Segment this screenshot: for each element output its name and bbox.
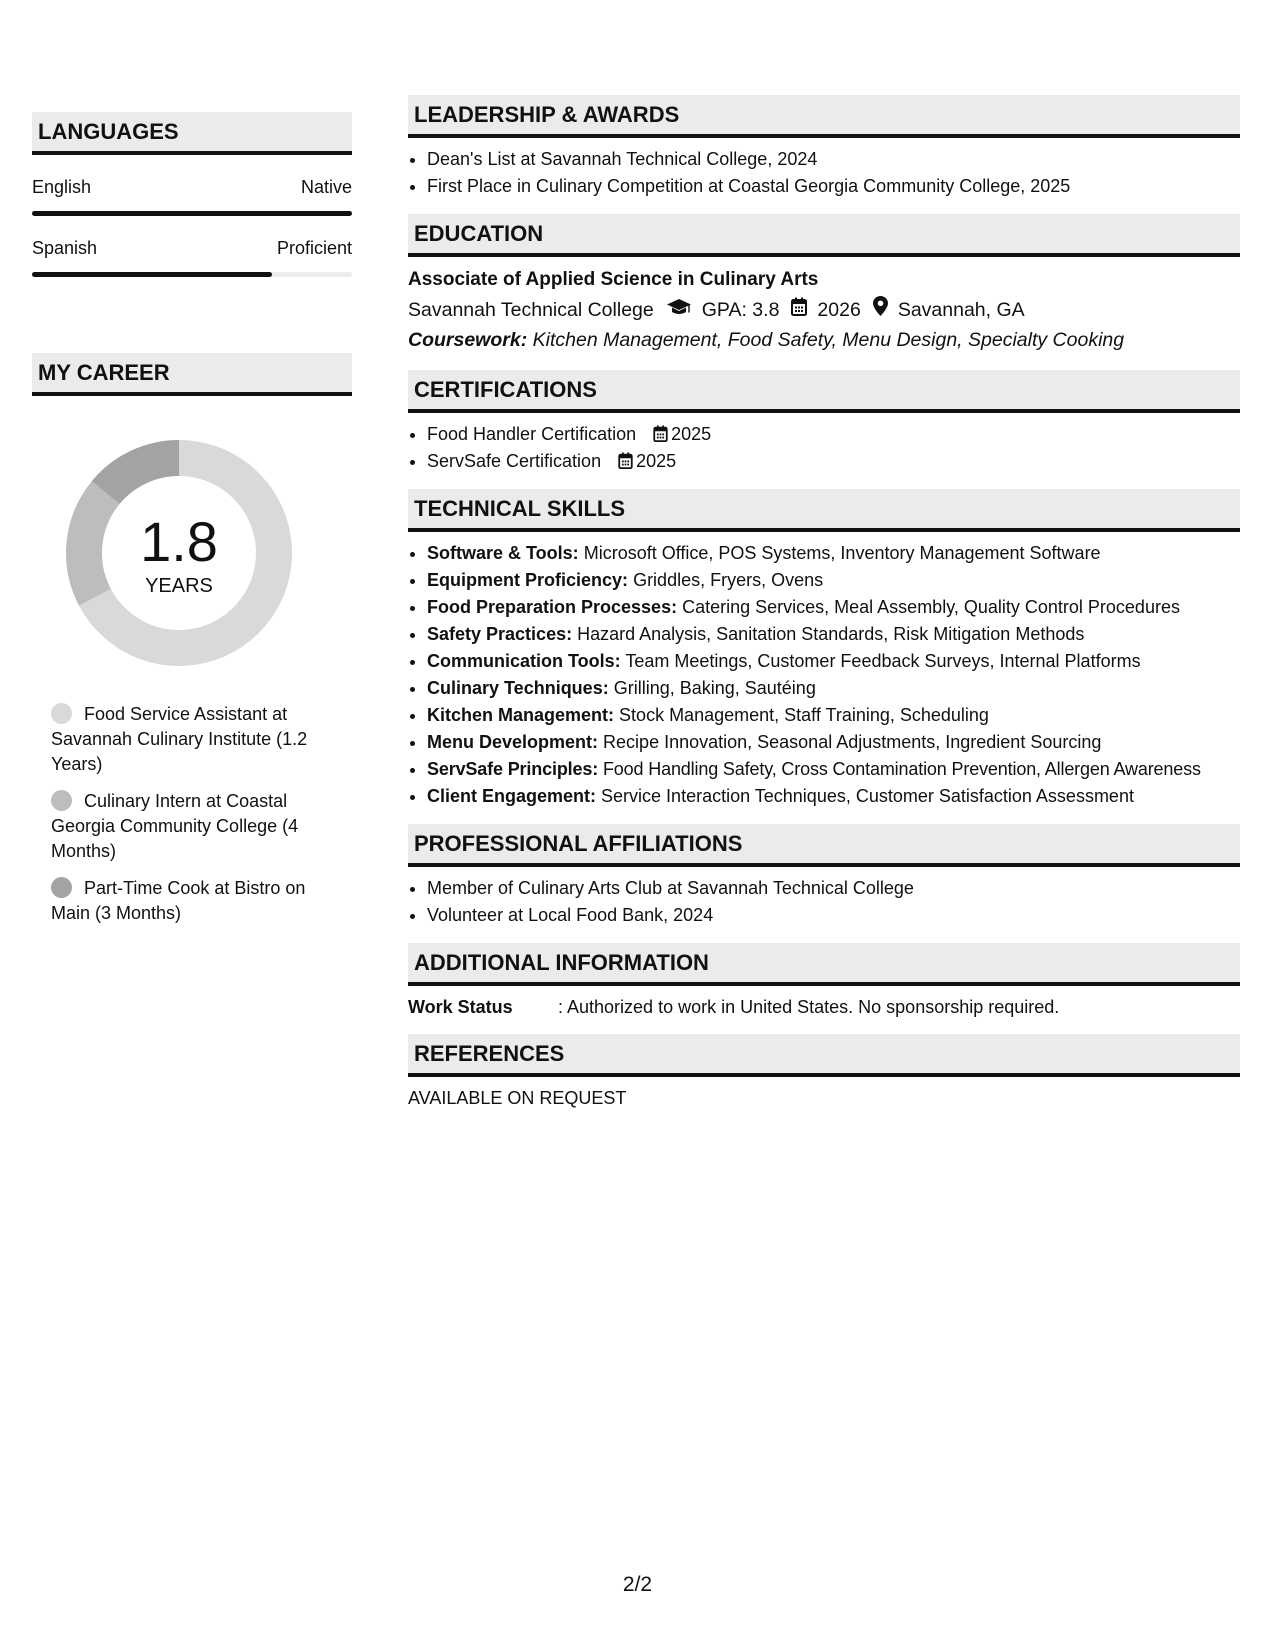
skill-label: Client Engagement: (427, 786, 597, 806)
skill-label: Communication Tools: (427, 651, 621, 671)
career-legend-item (51, 702, 322, 777)
coursework-label: Coursework: (408, 329, 528, 351)
list-item (427, 540, 1240, 567)
skill-label: Menu Development: (427, 732, 599, 752)
list-item: • First Place in Culinary Competition at Coastal Georgia Community College, 2025 (427, 173, 1240, 200)
list-item (427, 448, 1240, 475)
language-row (32, 177, 352, 201)
graduation-cap-icon (666, 295, 692, 325)
affiliations-header: PROFESSIONAL AFFILIATIONS (408, 824, 1240, 867)
education-school: Savannah Technical College (408, 299, 654, 321)
skill-label: ServSafe Principles: (427, 759, 599, 779)
career-item-text: Part-Time Cook at Bistro on Main (3 Months) (51, 878, 306, 923)
education-header: EDUCATION (408, 214, 1240, 257)
left-column (32, 112, 352, 938)
career-legend-item (51, 789, 322, 864)
career-total-value: 1.8 (140, 510, 218, 573)
certifications-header: CERTIFICATIONS (408, 370, 1240, 413)
map-pin-icon (873, 295, 888, 325)
additional-info-section (408, 943, 1240, 1020)
education-coursework (408, 325, 1240, 356)
skill-label: Software & Tools: (427, 543, 579, 563)
legend-dot-icon (51, 703, 72, 724)
list-item: • Member of Culinary Arts Club at Savannah Technical College (427, 875, 1240, 902)
list-item (427, 594, 1240, 621)
skill-value: Grilling, Baking, Sautéing (613, 678, 816, 698)
education-body (408, 265, 1240, 356)
skill-label: Kitchen Management: (427, 705, 615, 725)
leadership-header: LEADERSHIP & AWARDS (408, 95, 1240, 138)
list-item (427, 756, 1240, 783)
career-section (32, 353, 352, 926)
skill-value: Griddles, Fryers, Ovens (633, 570, 824, 590)
skills-list (408, 540, 1240, 810)
certification-year: 2025 (636, 451, 677, 471)
certification-year: 2025 (671, 424, 712, 444)
list-item (427, 567, 1240, 594)
legend-dot-icon (51, 790, 72, 811)
leadership-section (408, 95, 1240, 200)
certification-name: ServSafe Certification (427, 451, 602, 471)
skill-value: Microsoft Office, POS Systems, Inventory Management Software (583, 543, 1101, 563)
list-item (427, 729, 1240, 756)
career-item-text: Food Service Assistant at Savannah Culinary Institute (1.2 Years) (51, 704, 308, 774)
career-total-unit: YEARS (145, 575, 213, 597)
calendar-icon (653, 421, 668, 448)
certifications-section (408, 370, 1240, 475)
list-item (427, 621, 1240, 648)
list-item (427, 783, 1240, 810)
language-proficiency-fill (32, 211, 352, 216)
list-item: • Volunteer at Local Food Bank, 2024 (427, 902, 1240, 929)
donut-segment-3 (106, 458, 179, 493)
skill-value: Catering Services, Meal Assembly, Quality Control Procedures (682, 597, 1180, 617)
calendar-icon (618, 448, 633, 475)
skill-label: Food Preparation Processes: (427, 597, 678, 617)
skill-value: Stock Management, Staff Training, Scheduling (619, 705, 989, 725)
affiliations-list (408, 875, 1240, 929)
languages-header: LANGUAGES (32, 112, 352, 155)
education-section (408, 214, 1240, 356)
education-location: Savannah, GA (897, 299, 1025, 321)
language-proficiency-bar (32, 272, 352, 277)
list-item (427, 702, 1240, 729)
skill-value: Food Handling Safety, Cross Contamination Prevention, Allergen Awareness (602, 759, 1201, 779)
career-legend-item (51, 876, 322, 926)
list-item (427, 648, 1240, 675)
list-item (427, 421, 1240, 448)
references-text: AVAILABLE ON REQUEST (408, 1088, 627, 1108)
language-proficiency-bar (32, 211, 352, 216)
skill-label: Culinary Techniques: (427, 678, 609, 698)
page-number: 2/2 (622, 1573, 653, 1596)
career-header: MY CAREER (32, 353, 352, 396)
skills-header: TECHNICAL SKILLS (408, 489, 1240, 532)
skill-value: Service Interaction Techniques, Customer Satisfaction Assessment (601, 786, 1134, 806)
legend-dot-icon (51, 877, 72, 898)
leadership-list (408, 146, 1240, 200)
certification-name: Food Handler Certification (427, 424, 637, 444)
career-item-text: Culinary Intern at Coastal Georgia Community College (4 Months) (51, 791, 299, 861)
skill-label: Equipment Proficiency: (427, 570, 629, 590)
education-gpa: GPA: 3.8 (701, 299, 780, 321)
language-name: Spanish (32, 238, 98, 258)
references-header: REFERENCES (408, 1034, 1240, 1077)
list-item (427, 675, 1240, 702)
calendar-icon (791, 295, 807, 325)
skill-label: Safety Practices: (427, 624, 573, 644)
work-status-row (408, 994, 1240, 1020)
list-item: • Dean's List at Savannah Technical College, 2024 (427, 146, 1240, 173)
right-column (408, 95, 1240, 1125)
additional-info-header: ADDITIONAL INFORMATION (408, 943, 1240, 986)
language-item-spanish (32, 238, 352, 277)
skill-value: Recipe Innovation, Seasonal Adjustments, Ingredient Sourcing (603, 732, 1102, 752)
language-row (32, 238, 352, 262)
language-proficiency-fill (32, 272, 272, 277)
skill-value: Team Meetings, Customer Feedback Surveys, Internal Platforms (625, 651, 1141, 671)
career-legend (32, 702, 322, 926)
education-year: 2026 (817, 299, 861, 321)
skills-section (408, 489, 1240, 810)
references-section (408, 1034, 1240, 1111)
language-name: English (32, 177, 92, 197)
career-donut-chart (66, 440, 292, 666)
language-level: Proficient (276, 238, 352, 258)
languages-section (32, 112, 352, 277)
coursework-text: Kitchen Management, Food Safety, Menu Design, Specialty Cooking (532, 329, 1125, 351)
education-degree: Associate of Applied Science in Culinary Arts (408, 269, 819, 290)
work-status-value: : Authorized to work in United States. No sponsorship required. (558, 997, 1060, 1017)
language-item-english (32, 177, 352, 216)
language-level: Native (300, 177, 352, 197)
affiliations-section (408, 824, 1240, 929)
education-details (408, 295, 1240, 325)
work-status-label: Work Status (408, 997, 513, 1017)
skill-value: Hazard Analysis, Sanitation Standards, Risk Mitigation Methods (577, 624, 1085, 644)
certifications-list (408, 421, 1240, 475)
